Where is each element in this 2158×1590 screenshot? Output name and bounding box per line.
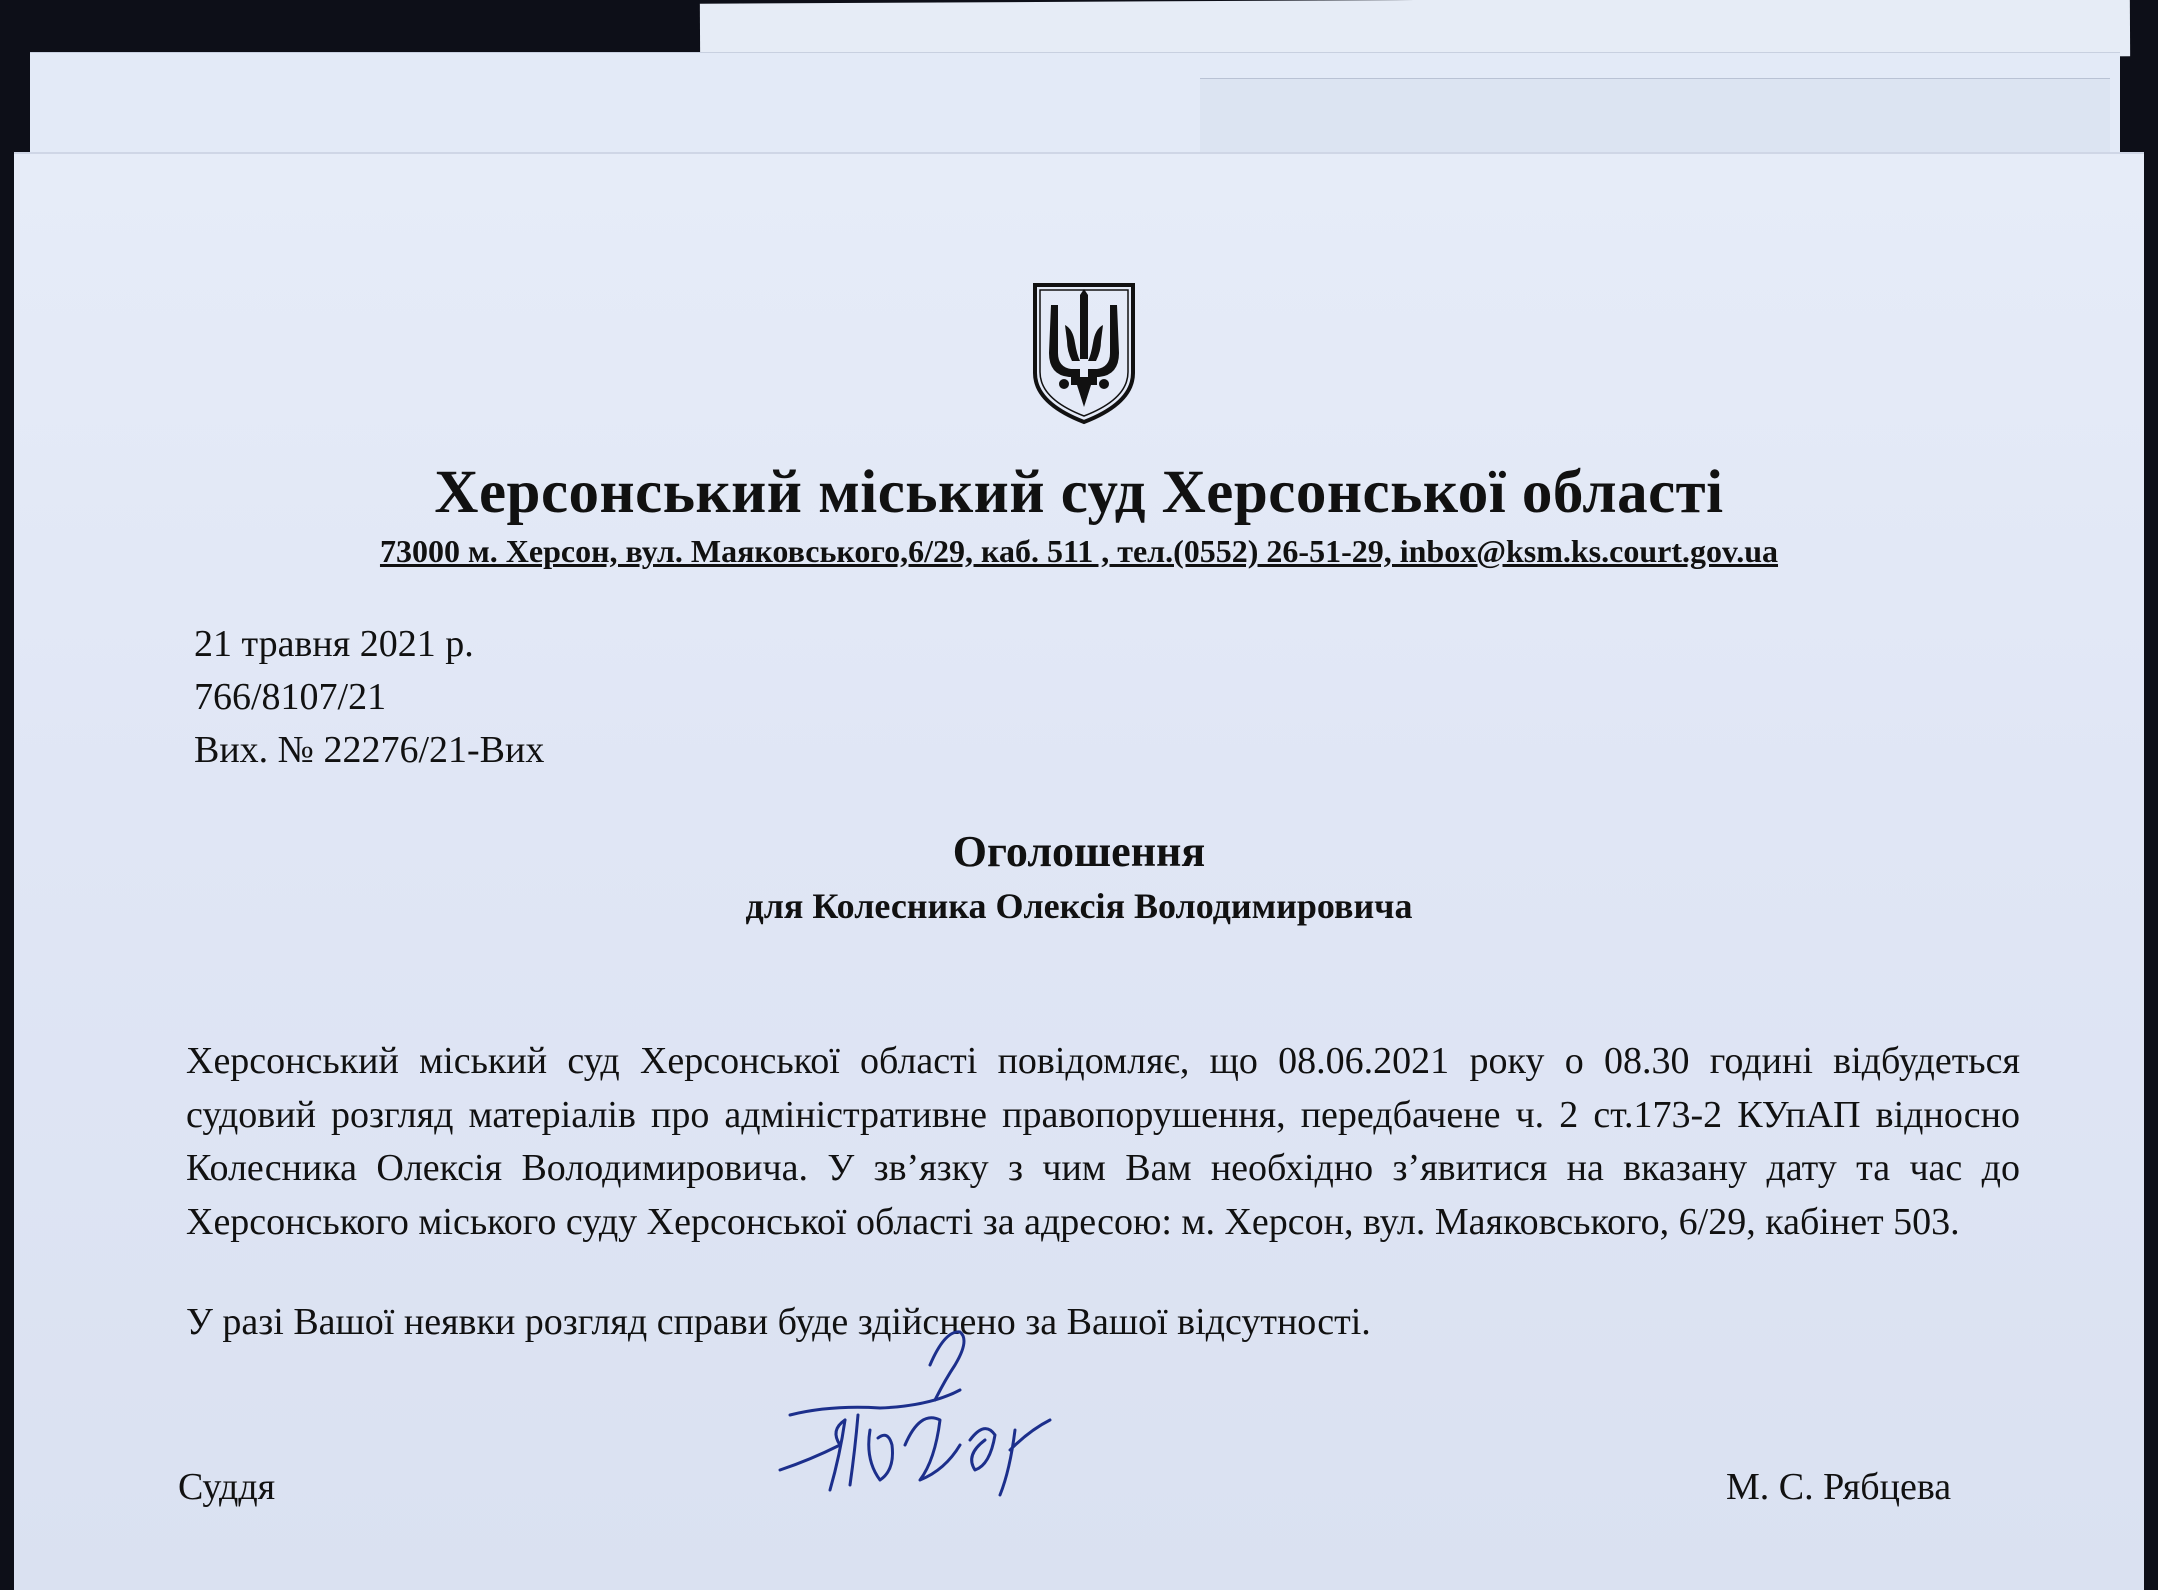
notice-body: Херсонський міський суд Херсонської області повідомляє, що 08.06.2021 року о 08.30 годині відбудеться судовий розгляд матеріалів про адміністративне правопорушення, передбачене ч. 2 ст.173-2 КУпАП відносно Колесника Олексія Володимировича. У зв’язку з чим Вам необхідно з’явитися на вказану дату та час до Херсонського міського суду Херсонської області за адресою: м. Херсон, вул. Маяковського, 6/29, кабінет 503. [186,1040,2020,1243]
trident-coat-of-arms-icon [1031,281,1137,426]
signatory-name: М. С. Рябцева [1726,1466,1952,1508]
document-meta [194,618,544,777]
notice-title: Оголошення [952,827,1206,876]
court-name-heading: Херсонський міський суд Херсонської області [434,459,1724,526]
outgoing-number: Вих. № 22276/21-Вих [194,729,545,771]
absence-note: У разі Вашої неявки розгляд справи буде здійснено за Вашої відсутності. [186,1301,1371,1343]
signatory-role: Суддя [178,1466,276,1508]
handwritten-signature [770,1320,1190,1510]
document-date: 21 травня 2021 р. [194,623,474,665]
case-number: 766/8107/21 [194,676,387,718]
notice-recipient: для Колесника Олексія Володимировича [745,886,1413,926]
court-address-line: 73000 м. Херсон, вул. Маяковського,6/29, каб. 511 , тел.(0552) 26-51-29, inbox@ksm.ks.court.gov.ua [379,533,1779,569]
